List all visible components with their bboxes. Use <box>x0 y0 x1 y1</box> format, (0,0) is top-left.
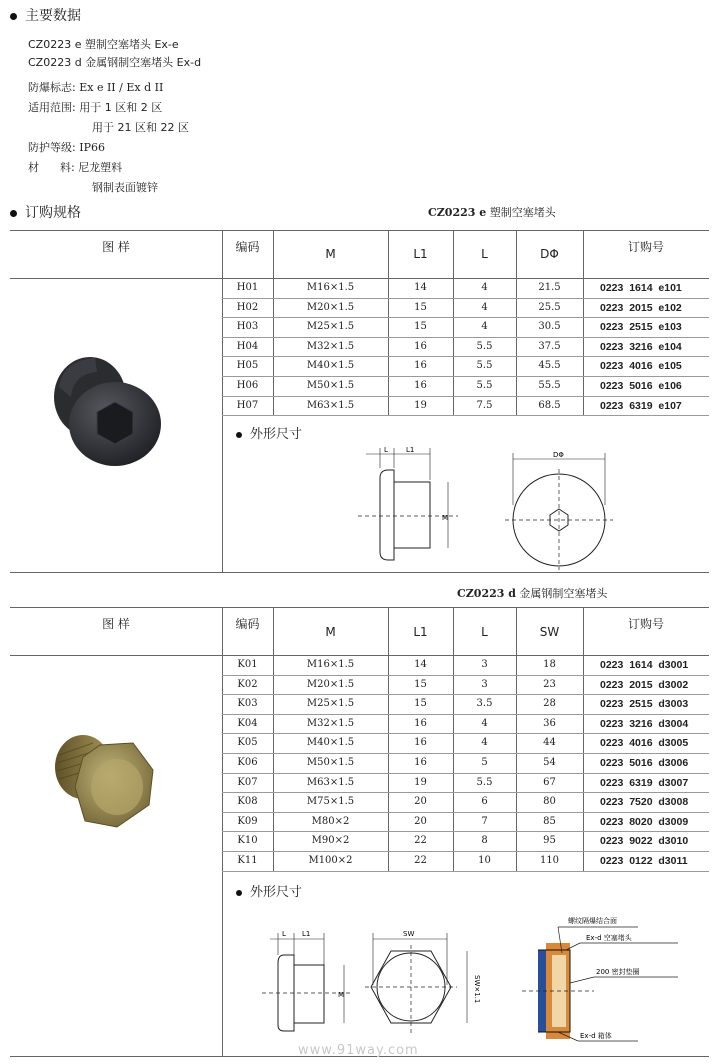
metal-plug-side-drawing <box>262 925 357 1045</box>
table-e-cell-dim: 45.5 <box>538 360 561 372</box>
table-e-cell-l1: 14 <box>414 282 427 293</box>
table-d-cell-code: K04 <box>237 717 258 729</box>
table-e-cell-code: H06 <box>236 380 259 391</box>
table-d-cell-l1: 16 <box>414 737 427 749</box>
table-e-cell-order: 0223 6319 e107 <box>600 399 682 412</box>
table-d-cell-order: 0223 0122 d3011 <box>600 855 688 867</box>
dim-label-l: L <box>282 930 286 938</box>
table-d-cell-l1: 16 <box>414 717 427 729</box>
table-d-cell-l1: 14 <box>414 659 427 670</box>
table-e-cell-m: M50×1.5 <box>306 380 355 391</box>
table-d-cell-l: 5 <box>481 757 488 768</box>
explosion-value: Ex e II / Ex d II <box>79 81 164 94</box>
explosion-label: 防爆标志: <box>28 81 76 94</box>
table-e-cell-l: 4 <box>481 301 488 313</box>
table-d-cell-order: 0223 9022 d3010 <box>600 835 689 848</box>
table-e-cell-dim: 30.5 <box>538 321 561 333</box>
table-e-cell-l1: 16 <box>414 340 427 352</box>
table-e-header-l: L <box>481 247 488 261</box>
table-d-cell-l: 4 <box>481 717 488 729</box>
callout-thread: 螺纹隔爆结合面 <box>568 917 617 925</box>
dim-label-m: M <box>338 991 345 999</box>
main-data-heading: 主要数据 <box>10 5 81 25</box>
table-d-cell-code: K10 <box>237 835 258 847</box>
table-e-cell-order: 0223 4016 e105 <box>600 360 682 373</box>
table-e-cell-code: H02 <box>236 301 259 313</box>
dim-label-d: DΦ <box>553 451 564 459</box>
table-e-header-order: 订购号 <box>627 240 664 254</box>
table-e-cell-l: 4 <box>481 321 488 333</box>
table-e-cell-l1: 16 <box>414 360 427 372</box>
table-d-header-order: 订购号 <box>627 617 664 631</box>
plastic-plug-image <box>45 352 170 472</box>
table-d-cell-dim: 67 <box>543 776 556 788</box>
table-e-cell-m: M63×1.5 <box>306 399 355 411</box>
table-e-bottom-border <box>10 572 709 573</box>
material-value-2: 钢制表面镀锌 <box>92 181 158 194</box>
metal-plug-hex-drawing <box>365 925 480 1045</box>
row-divider <box>222 415 709 416</box>
table-d-cell-order: 0223 8020 d3009 <box>600 815 689 828</box>
dim-label-sw: SW <box>403 930 415 938</box>
dim-label-l1: L1 <box>302 930 311 938</box>
table-d-cell-code: K02 <box>237 678 258 690</box>
table-d-cell-m: M25×1.5 <box>306 698 355 710</box>
table-d-cell-code: K09 <box>237 815 258 827</box>
table-e-cell-code: H03 <box>236 321 259 333</box>
table-d-cell-l1: 16 <box>414 757 427 768</box>
table-e-cell-m: M32×1.5 <box>306 340 355 352</box>
table-d-cell-order: 0223 1614 d3001 <box>600 659 689 671</box>
table-e-dim-heading: 外形尺寸 <box>236 423 302 442</box>
table-d-cell-m: M100×2 <box>308 855 353 866</box>
table-d-cell-code: K05 <box>237 737 258 749</box>
table-d-cell-dim: 80 <box>543 796 556 808</box>
table-d-cell-m: M63×1.5 <box>306 776 355 788</box>
bullet-icon <box>10 13 17 20</box>
scope-value-2: 用于 21 区和 22 区 <box>92 121 189 134</box>
product-line-d: CZ0223 d 金属钢制空塞堵头 Ex-d <box>28 56 202 69</box>
table-d-title: CZ0223 d 金属钢制空塞堵头 <box>457 587 608 600</box>
metal-plug-section-drawing <box>518 905 708 1050</box>
material-value-1: 尼龙塑料 <box>78 161 123 174</box>
bullet-icon <box>236 890 242 896</box>
table-d-cell-l1: 15 <box>414 678 427 690</box>
table-d-cell-dim: 110 <box>539 855 560 866</box>
table-d-cell-m: M50×1.5 <box>306 757 355 768</box>
table-d-cell-code: K11 <box>237 855 258 866</box>
watermark: www.91way.com <box>298 1043 419 1058</box>
table-d-header-l: L <box>481 625 488 639</box>
scope-label: 适用范围: <box>28 101 76 114</box>
table-d-cell-order: 0223 7520 d3008 <box>600 796 689 809</box>
table-e-cell-code: H05 <box>236 360 259 372</box>
table-e-title: CZ0223 e 塑制空塞堵头 <box>428 206 556 219</box>
table-d-cell-dim: 18 <box>543 659 556 670</box>
table-d-cell-order: 0223 3216 d3004 <box>600 717 689 730</box>
table-e-header-image: 图 样 <box>102 240 130 254</box>
table-d-cell-m: M20×1.5 <box>306 678 355 690</box>
table-d-cell-m: M32×1.5 <box>306 717 355 729</box>
table-d-cell-l1: 20 <box>414 815 427 827</box>
table-e-cell-l: 5.5 <box>476 360 493 372</box>
table-d-cell-code: K03 <box>237 698 258 710</box>
table-d-cell-dim: 28 <box>543 698 556 710</box>
table-d-cell-l: 10 <box>478 855 491 866</box>
table-d-cell-dim: 54 <box>543 757 556 768</box>
table-d-cell-order: 0223 6319 d3007 <box>600 776 689 789</box>
scope-value-1: 用于 1 区和 2 区 <box>79 101 163 114</box>
table-d-cell-l1: 15 <box>414 698 427 710</box>
table-d-cell-order: 0223 4016 d3005 <box>600 737 689 750</box>
product-line-e: CZ0223 e 塑制空塞堵头 Ex-e <box>28 38 179 51</box>
material-label: 材 料: <box>28 161 75 174</box>
table-e-cell-dim: 37.5 <box>538 340 561 352</box>
table-d-cell-m: M80×2 <box>311 815 350 827</box>
table-d-cell-l: 5.5 <box>476 776 493 788</box>
table-e-cell-l: 7.5 <box>476 399 493 411</box>
table-e-cell-l1: 15 <box>414 301 427 313</box>
bullet-icon <box>236 432 242 438</box>
table-d-cell-order: 0223 2015 d3002 <box>600 678 689 691</box>
table-d-cell-l1: 22 <box>414 855 427 866</box>
table-d-cell-l: 6 <box>481 796 488 808</box>
plastic-plug-side-drawing <box>358 440 468 570</box>
table-d-cell-order: 0223 5016 d3006 <box>600 757 689 769</box>
dim-label-l1: L1 <box>406 446 415 454</box>
callout-housing: Ex-d 箱体 <box>580 1032 612 1040</box>
table-e-cell-m: M16×1.5 <box>306 282 355 293</box>
metal-plug-image <box>45 725 165 835</box>
table-e-cell-l1: 19 <box>414 399 427 411</box>
table-d-cell-dim: 95 <box>543 835 556 847</box>
table-e-cell-l1: 16 <box>414 380 427 391</box>
table-d-cell-m: M40×1.5 <box>306 737 355 749</box>
table-d-cell-l: 4 <box>481 737 488 749</box>
table-d-cell-l: 7 <box>481 815 488 827</box>
table-e-cell-l: 4 <box>481 282 488 293</box>
table-d-cell-dim: 44 <box>543 737 556 749</box>
table-d-cell-l: 3 <box>481 678 488 690</box>
table-e-cell-dim: 55.5 <box>538 380 561 391</box>
table-d-cell-dim: 23 <box>543 678 556 690</box>
table-e-header-d: DΦ <box>540 247 559 261</box>
table-d-cell-m: M16×1.5 <box>306 659 355 670</box>
table-e-cell-order: 0223 2015 e102 <box>600 301 682 314</box>
table-d-cell-l1: 20 <box>414 796 427 808</box>
bullet-icon <box>10 210 17 217</box>
table-d-header-image: 图 样 <box>102 617 130 631</box>
protection-value: IP66 <box>79 141 105 154</box>
table-d-header-code: 编码 <box>235 617 260 631</box>
table-d-cell-m: M90×2 <box>311 835 350 847</box>
callout-seal: 200 密封垫圈 <box>596 968 640 976</box>
table-d-cell-code: K06 <box>237 757 258 768</box>
spec-list <box>28 79 189 197</box>
table-e-top-border <box>10 230 709 231</box>
table-d-cell-code: K01 <box>237 659 258 670</box>
table-e-cell-m: M25×1.5 <box>306 321 355 333</box>
table-e-cell-m: M20×1.5 <box>306 301 355 313</box>
product-lines <box>28 36 201 72</box>
plastic-plug-front-drawing <box>505 445 615 570</box>
callout-plug: Ex-d 空塞堵头 <box>586 934 632 942</box>
table-e-cell-dim: 25.5 <box>538 301 561 313</box>
table-e-cell-order: 0223 3216 e104 <box>600 340 682 353</box>
table-d-cell-l: 3.5 <box>476 698 493 710</box>
table-e-cell-code: H01 <box>236 282 259 293</box>
table-e-header-l1: L1 <box>413 247 428 261</box>
table-e-cell-l: 5.5 <box>476 340 493 352</box>
dim-label-m: M <box>442 514 449 522</box>
table-d-cell-dim: 36 <box>543 717 556 729</box>
table-e-cell-code: H04 <box>236 340 259 352</box>
table-d-cell-l: 3 <box>481 659 488 670</box>
table-d-cell-l1: 22 <box>414 835 427 847</box>
table-d-cell-code: K08 <box>237 796 258 808</box>
protection-label: 防护等级: <box>28 141 76 154</box>
table-e-header-m: M <box>325 247 336 261</box>
table-e-cell-order: 0223 5016 e106 <box>600 380 682 392</box>
table-e-cell-l: 5.5 <box>476 380 493 391</box>
table-d-top-border <box>10 607 709 608</box>
table-e-header-code: 编码 <box>235 240 260 254</box>
table-d-cell-l: 8 <box>481 835 488 847</box>
table-e-cell-dim: 68.5 <box>538 399 561 411</box>
table-e-cell-l1: 15 <box>414 321 427 333</box>
table-d-cell-code: K07 <box>237 776 258 788</box>
table-e-cell-dim: 21.5 <box>538 282 561 293</box>
table-d-cell-l1: 19 <box>414 776 427 788</box>
table-d-header-m: M <box>325 625 336 639</box>
table-e-cell-order: 0223 2515 e103 <box>600 321 682 334</box>
table-d-cell-dim: 85 <box>543 815 556 827</box>
table-d-dim-heading: 外形尺寸 <box>236 881 302 900</box>
table-d-cell-m: M75×1.5 <box>306 796 355 808</box>
row-divider <box>222 871 709 872</box>
table-e-cell-m: M40×1.5 <box>306 360 355 372</box>
table-d-cell-order: 0223 2515 d3003 <box>600 698 689 711</box>
table-e-cell-code: H07 <box>236 399 259 411</box>
dim-label-l: L <box>384 446 388 454</box>
table-d-header-l1: L1 <box>413 625 428 639</box>
table-d-header-sw: SW <box>539 625 560 639</box>
dim-label-sw11: SW×1.1 <box>473 975 481 1004</box>
order-spec-heading: 订购规格 <box>10 202 81 222</box>
table-e-cell-order: 0223 1614 e101 <box>600 282 682 294</box>
